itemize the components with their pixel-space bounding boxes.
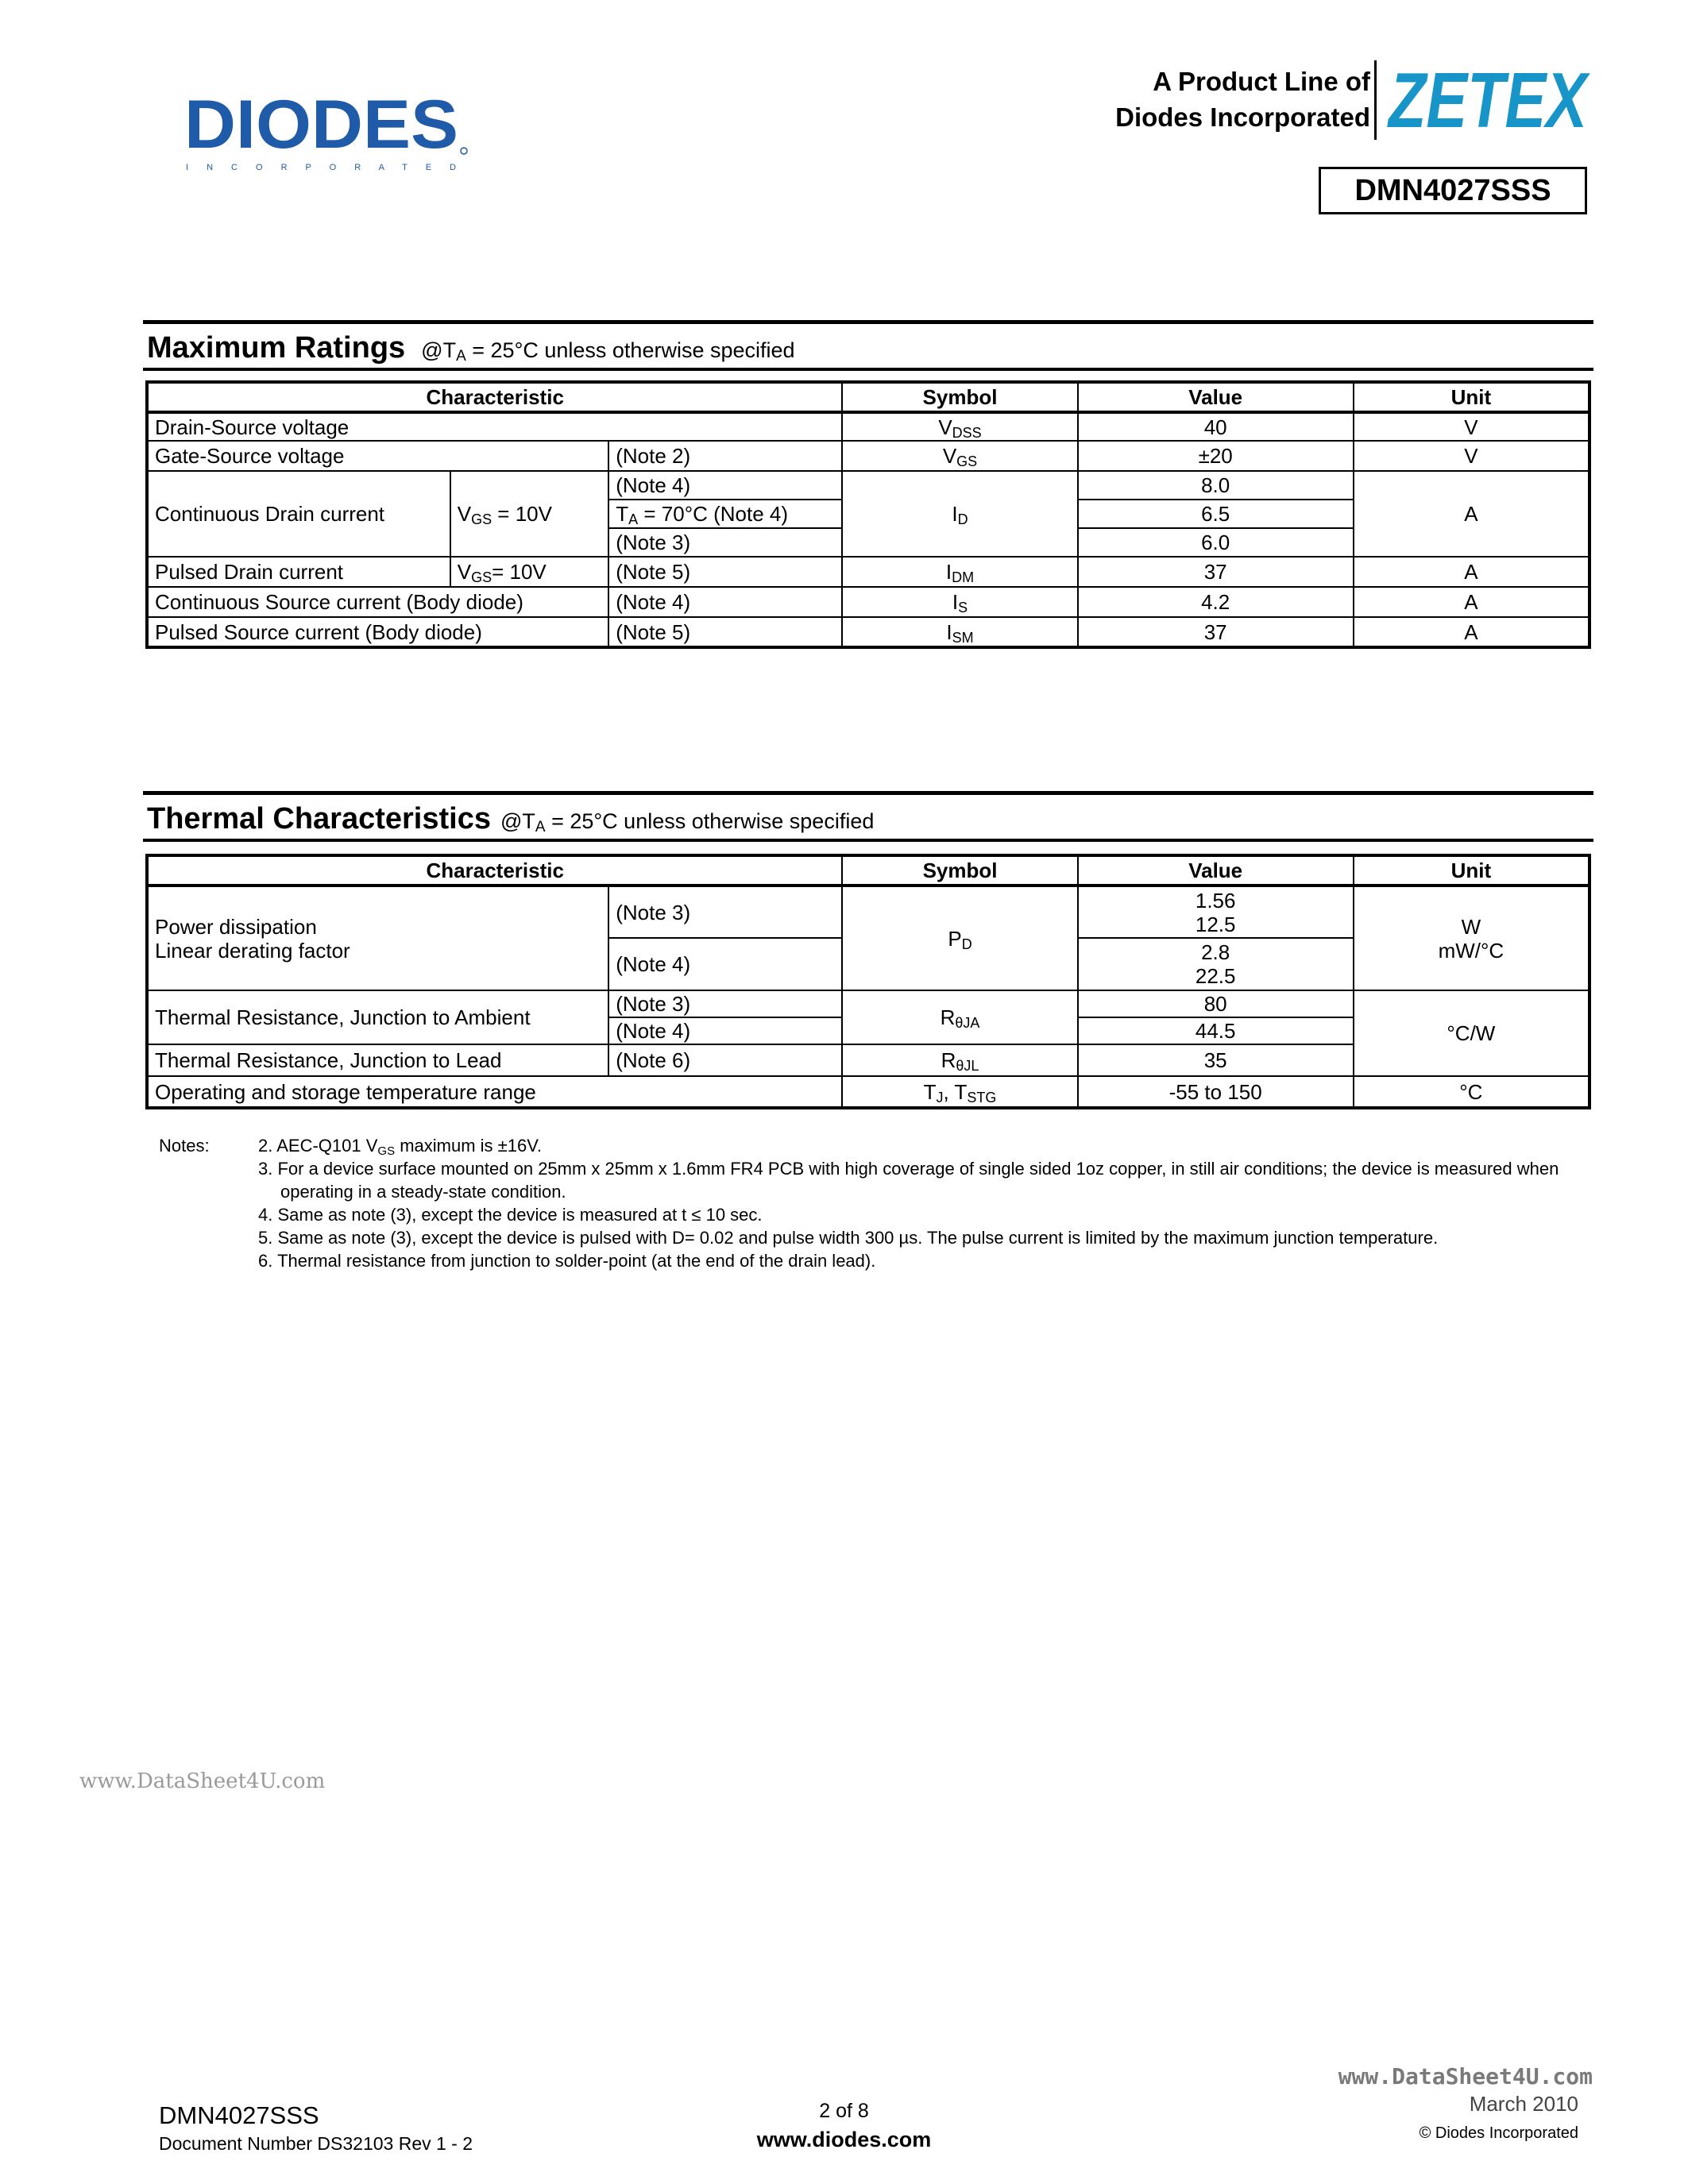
cell-value: -55 to 150: [1078, 1076, 1354, 1108]
svg-text:DIODES: DIODES: [184, 87, 458, 163]
footer-doc-number: Document Number DS32103 Rev 1 - 2: [159, 2133, 473, 2154]
cell-characteristic: Pulsed Source current (Body diode): [147, 617, 608, 647]
cell-unit: °C: [1354, 1076, 1590, 1108]
cell-note: (Note 4): [608, 587, 842, 617]
note-3: 3. For a device surface mounted on 25mm x 25mm x 1.6mm FR4 PCB with high coverage of single sided 1oz copper, in still air conditions; the device is measured when operating in a steady-state condition.: [258, 1159, 1559, 1202]
cell-characteristic: Operating and storage temperature range: [147, 1076, 842, 1108]
cell-symbol: $I_{SM}$: [842, 617, 1077, 647]
product-line-text: [1115, 64, 1370, 135]
cell-symbol: $I_{DM}$: [842, 557, 1077, 587]
cell-characteristic: Thermal Resistance, Junction to Ambient: [147, 990, 608, 1044]
col-unit: Unit: [1354, 855, 1590, 886]
cell-note: (Note 3): [608, 528, 842, 557]
note-5: 5. Same as note (3), except the device is pulsed with D= 0.02 and pulse width 300 µs. The pulse current is limited by the maximum junction temperature.: [258, 1228, 1439, 1248]
cell-value: 6.5: [1078, 500, 1354, 528]
product-line-1: A Product Line of: [1153, 67, 1370, 96]
cell-symbol: $I_D$: [842, 471, 1077, 557]
cell-note: (Note 4): [608, 938, 842, 990]
cell-note: (Note 6): [608, 1044, 842, 1076]
max-ratings-heading: Maximum Ratings: [147, 331, 406, 365]
cell-note: (Note 3): [608, 886, 842, 938]
table-row: [147, 557, 1590, 587]
table-header-row: [147, 382, 1590, 412]
cell-value: 8.0: [1078, 471, 1354, 500]
footer-copyright: © Diodes Incorporated: [1419, 2124, 1578, 2142]
diodes-logo: [184, 87, 486, 175]
cell-unit: A: [1354, 557, 1590, 587]
cell-characteristic: Continuous Drain current: [147, 471, 450, 557]
cell-unit: W mW/°C: [1354, 886, 1590, 990]
section-rule: [143, 791, 1593, 795]
cell-condition: $V_{GS}= 10V$: [450, 557, 609, 587]
col-characteristic: Characteristic: [147, 855, 842, 886]
footer-page-number: 2 of 8: [819, 2100, 869, 2122]
section-rule: [143, 320, 1593, 324]
cell-value: 35: [1078, 1044, 1354, 1076]
cell-note: (Note 5): [608, 617, 842, 647]
cell-value: 4.2: [1078, 587, 1354, 617]
note-6: 6. Thermal resistance from junction to solder-point (at the end of the drain lead).: [258, 1251, 876, 1271]
table-row: [147, 441, 1590, 471]
cell-characteristic: Power dissipation Linear derating factor: [147, 886, 608, 990]
table-header-row: [147, 855, 1590, 886]
thermal-condition: $@T_A = 25^\circ C$ unless otherwise specified: [500, 809, 875, 835]
col-symbol: Symbol: [842, 382, 1077, 412]
cell-unit: A: [1354, 471, 1590, 557]
table-row: [147, 412, 1590, 441]
cell-value: 80: [1078, 990, 1354, 1017]
cell-characteristic: Continuous Source current (Body diode): [147, 587, 608, 617]
thermal-table: [145, 854, 1591, 1109]
cell-characteristic: Drain-Source voltage: [147, 412, 842, 441]
cell-unit: A: [1354, 617, 1590, 647]
cell-unit: °C/W: [1354, 990, 1590, 1076]
table-row: [147, 990, 1590, 1017]
cell-value: 6.0: [1078, 528, 1354, 557]
table-row: [147, 1076, 1590, 1108]
cell-value: 2.8 22.5: [1078, 938, 1354, 990]
footer-watermark: www.DataSheet4U.com: [1338, 2063, 1593, 2089]
footer-date: March 2010: [1469, 2092, 1578, 2116]
thermal-title: [147, 801, 874, 839]
table-row: [147, 886, 1590, 938]
cell-unit: V: [1354, 441, 1590, 471]
notes-list: [258, 1134, 1593, 1272]
section-rule: [143, 368, 1593, 371]
cell-symbol: $T_J$, $T_{STG}$: [842, 1076, 1077, 1108]
col-characteristic: Characteristic: [147, 382, 842, 412]
cell-value: 40: [1078, 412, 1354, 441]
table-row: [147, 617, 1590, 647]
section-rule: [143, 839, 1593, 842]
cell-value: ±20: [1078, 441, 1354, 471]
notes-label: Notes:: [159, 1136, 210, 1156]
cell-note: (Note 3): [608, 990, 842, 1017]
cell-symbol: $V_{DSS}$: [842, 412, 1077, 441]
table-row: [147, 587, 1590, 617]
max-ratings-table: [145, 380, 1591, 649]
cell-symbol: $R_{\theta JA}$: [842, 990, 1077, 1044]
thermal-heading: Thermal Characteristics: [147, 802, 491, 835]
cell-characteristic: Pulsed Drain current: [147, 557, 450, 587]
cell-characteristic: Gate-Source voltage: [147, 441, 608, 471]
cell-unit: A: [1354, 587, 1590, 617]
cell-symbol: $R_{\theta JL}$: [842, 1044, 1077, 1076]
svg-text:I N C O R P O R A T E D: I N C O R P O R A T E D: [186, 163, 456, 172]
cell-note: (Note 4): [608, 471, 842, 500]
col-value: Value: [1078, 855, 1354, 886]
watermark-text: www.DataSheet4U.com: [79, 1769, 326, 1793]
cell-value: 37: [1078, 617, 1354, 647]
footer-website-link[interactable]: www.diodes.com: [756, 2128, 932, 2151]
table-row: [147, 471, 1590, 500]
cell-note: (Note 2): [608, 441, 842, 471]
cell-note: (Note 5): [608, 557, 842, 587]
cell-unit: V: [1354, 412, 1590, 441]
max-ratings-condition: $@T_A = 25^\circ C$ unless otherwise specified: [421, 338, 795, 365]
cell-symbol: $V_{GS}$: [842, 441, 1077, 471]
col-symbol: Symbol: [842, 855, 1077, 886]
note-2: 2. AEC-Q101 $V_{GS}$ maximum is ±16V.: [258, 1136, 542, 1158]
cell-note: $T_A = 70^\circ C$ (Note 4): [608, 500, 842, 528]
header-divider: [1374, 60, 1377, 140]
cell-symbol: $P_D$: [842, 886, 1077, 990]
zetex-logo: [1386, 56, 1595, 144]
cell-note: (Note 4): [608, 1017, 842, 1044]
svg-text:ZETEX: ZETEX: [1386, 56, 1591, 144]
cell-characteristic: Thermal Resistance, Junction to Lead: [147, 1044, 608, 1076]
cell-symbol: $I_S$: [842, 587, 1077, 617]
max-ratings-title: [147, 330, 795, 368]
cell-value: 1.56 12.5: [1078, 886, 1354, 938]
product-line-2: Diodes Incorporated: [1115, 102, 1370, 132]
cell-condition: $V_{GS} = 10V$: [450, 471, 609, 557]
col-unit: Unit: [1354, 382, 1590, 412]
cell-value: 37: [1078, 557, 1354, 587]
part-number-box: DMN4027SSS: [1319, 167, 1587, 214]
col-value: Value: [1078, 382, 1354, 412]
footer-part-number: DMN4027SSS: [159, 2101, 319, 2129]
note-4: 4. Same as note (3), except the device is measured at t ≤ 10 sec.: [258, 1205, 763, 1225]
cell-value: 44.5: [1078, 1017, 1354, 1044]
